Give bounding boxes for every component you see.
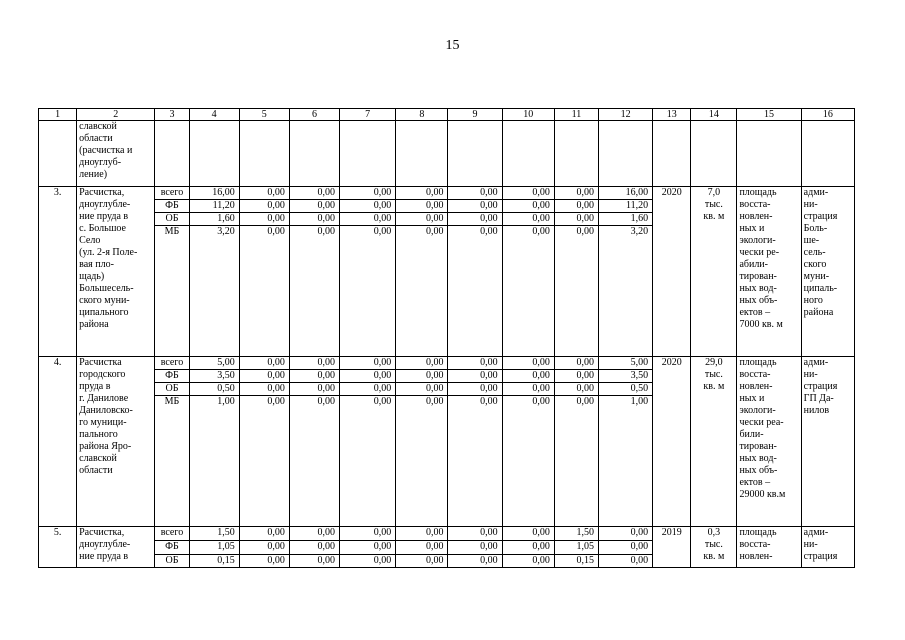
amount-cell: 0,00	[289, 200, 339, 213]
header-row	[39, 109, 855, 121]
amount-cell: 0,00	[289, 370, 339, 383]
funding-source-cell: ОБ	[155, 383, 189, 396]
amount-cell: 16,00	[598, 187, 652, 200]
empty-cell	[448, 121, 502, 187]
amount-cell: 0,00	[340, 213, 396, 226]
empty-cell	[289, 121, 339, 187]
amount-cell: 0,00	[502, 541, 554, 555]
amount-cell: 0,00	[448, 527, 502, 541]
amount-cell: 0,00	[502, 200, 554, 213]
amount-cell: 0,15	[554, 555, 598, 568]
amount-cell: 0,00	[340, 527, 396, 541]
amount-cell: 0,00	[502, 213, 554, 226]
amount-cell: 0,00	[502, 226, 554, 357]
amount-cell: 0,00	[289, 396, 339, 527]
amount-cell: 0,00	[340, 187, 396, 200]
amount-cell: 0,00	[340, 357, 396, 370]
empty-cell	[340, 121, 396, 187]
index-cell: 5.	[39, 527, 77, 568]
executor-cell: адми- ни- страция	[801, 527, 854, 568]
amount-cell: 3,20	[189, 226, 239, 357]
header-cell: 16	[801, 109, 854, 121]
amount-cell: 0,00	[502, 357, 554, 370]
amount-cell: 5,00	[598, 357, 652, 370]
amount-cell: 0,00	[289, 383, 339, 396]
empty-cell	[396, 121, 448, 187]
amount-cell: 0,00	[239, 213, 289, 226]
amount-cell: 1,00	[189, 396, 239, 527]
amount-cell: 0,00	[289, 541, 339, 555]
amount-cell: 3,50	[189, 370, 239, 383]
amount-cell: 0,00	[554, 213, 598, 226]
funding-source-cell: ФБ	[155, 370, 189, 383]
amount-cell: 0,00	[396, 541, 448, 555]
amount-cell: 0,00	[448, 226, 502, 357]
amount-cell: 0,00	[239, 357, 289, 370]
empty-cell	[239, 121, 289, 187]
result-cell: площадь восста- новлен-	[737, 527, 801, 568]
amount-cell: 0,00	[448, 213, 502, 226]
measure-name-cell: славской области (расчистка и дноуглуб- ление)	[77, 121, 155, 187]
amount-cell: 0,15	[189, 555, 239, 568]
amount-cell: 0,00	[289, 213, 339, 226]
amount-cell: 0,00	[239, 541, 289, 555]
executor-cell: адми- ни- страция ГП Да- нилов	[801, 357, 854, 527]
amount-cell: 0,00	[396, 370, 448, 383]
funding-source-cell: ОБ	[155, 213, 189, 226]
amount-cell: 0,00	[289, 527, 339, 541]
amount-cell: 1,00	[598, 396, 652, 527]
amount-cell: 1,05	[554, 541, 598, 555]
amount-cell: 0,00	[598, 555, 652, 568]
amount-cell: 0,00	[448, 541, 502, 555]
empty-cell	[691, 121, 737, 187]
amount-cell: 0,00	[502, 370, 554, 383]
amount-cell: 0,00	[554, 383, 598, 396]
amount-cell: 0,00	[340, 555, 396, 568]
measure-name-cell: Расчистка, дноуглубле- ние пруда в с. Большое Село (ул. 2-я Поле- вая пло- щадь) Большесель- ского муни- ципального района	[77, 187, 155, 357]
funding-source-cell: всего	[155, 357, 189, 370]
amount-cell: 5,00	[189, 357, 239, 370]
amount-cell: 0,00	[239, 383, 289, 396]
header-cell: 6	[289, 109, 339, 121]
header-cell: 2	[77, 109, 155, 121]
empty-cell	[801, 121, 854, 187]
amount-cell: 0,00	[448, 383, 502, 396]
funding-source-cell: всего	[155, 527, 189, 541]
amount-cell: 0,00	[554, 396, 598, 527]
capacity-cell: 29,0 тыс. кв. м	[691, 357, 737, 527]
program-table	[38, 108, 855, 568]
amount-cell: 0,00	[598, 541, 652, 555]
amount-cell: 0,00	[502, 383, 554, 396]
amount-cell: 1,50	[189, 527, 239, 541]
empty-cell	[737, 121, 801, 187]
amount-cell: 0,00	[502, 527, 554, 541]
amount-cell: 0,00	[340, 200, 396, 213]
amount-cell: 1,50	[554, 527, 598, 541]
amount-cell: 11,20	[189, 200, 239, 213]
amount-cell: 0,00	[289, 357, 339, 370]
header-cell: 8	[396, 109, 448, 121]
header-cell: 3	[155, 109, 189, 121]
amount-cell: 0,00	[448, 357, 502, 370]
empty-cell	[155, 121, 189, 187]
amount-cell: 1,60	[598, 213, 652, 226]
amount-cell: 0,00	[502, 555, 554, 568]
header-cell: 11	[554, 109, 598, 121]
year-cell: 2020	[653, 187, 691, 357]
header-cell: 12	[598, 109, 652, 121]
header-cell: 5	[239, 109, 289, 121]
executor-cell: адми- ни- страция Боль- ше- сель- ского муни- ципаль- ного района	[801, 187, 854, 357]
result-cell: площадь восста- новлен- ных и экологи- чески реа- били- тирован- ных вод- ных объ- ектов – 29000 кв.м	[737, 357, 801, 527]
amount-cell: 16,00	[189, 187, 239, 200]
funding-source-cell: МБ	[155, 396, 189, 527]
measure-row	[39, 187, 855, 200]
empty-cell	[598, 121, 652, 187]
amount-cell: 0,00	[289, 187, 339, 200]
amount-cell: 0,00	[289, 555, 339, 568]
amount-cell: 11,20	[598, 200, 652, 213]
empty-cell	[502, 121, 554, 187]
amount-cell: 0,00	[396, 226, 448, 357]
amount-cell: 0,00	[239, 187, 289, 200]
amount-cell: 0,00	[239, 527, 289, 541]
index-cell: 4.	[39, 357, 77, 527]
amount-cell: 0,00	[340, 541, 396, 555]
year-cell: 2019	[653, 527, 691, 568]
amount-cell: 0,00	[598, 527, 652, 541]
funding-source-cell: ОБ	[155, 555, 189, 568]
amount-cell: 0,00	[448, 370, 502, 383]
result-cell: площадь восста- новлен- ных и экологи- чески ре- абили- тирован- ных вод- ных объ- ектов – 7000 кв. м	[737, 187, 801, 357]
year-cell: 2020	[653, 357, 691, 527]
amount-cell: 0,00	[340, 396, 396, 527]
amount-cell: 0,00	[396, 200, 448, 213]
measure-row	[39, 527, 855, 541]
amount-cell: 0,00	[502, 187, 554, 200]
funding-source-cell: всего	[155, 187, 189, 200]
amount-cell: 0,00	[448, 555, 502, 568]
amount-cell: 0,00	[554, 200, 598, 213]
amount-cell: 0,00	[396, 187, 448, 200]
amount-cell: 0,50	[189, 383, 239, 396]
index-cell	[39, 121, 77, 187]
capacity-cell: 0,3 тыс. кв. м	[691, 527, 737, 568]
header-cell: 15	[737, 109, 801, 121]
empty-cell	[554, 121, 598, 187]
amount-cell: 3,50	[598, 370, 652, 383]
amount-cell: 0,00	[554, 357, 598, 370]
amount-cell: 1,60	[189, 213, 239, 226]
measure-name-cell: Расчистка, дноуглубле- ние пруда в	[77, 527, 155, 568]
amount-cell: 0,00	[289, 226, 339, 357]
capacity-cell: 7,0 тыс. кв. м	[691, 187, 737, 357]
amount-cell: 0,00	[396, 527, 448, 541]
amount-cell: 0,00	[396, 357, 448, 370]
amount-cell: 0,00	[396, 383, 448, 396]
amount-cell: 0,00	[502, 396, 554, 527]
amount-cell: 0,00	[554, 370, 598, 383]
funding-source-cell: МБ	[155, 226, 189, 357]
header-cell: 13	[653, 109, 691, 121]
header-cell: 9	[448, 109, 502, 121]
index-cell: 3.	[39, 187, 77, 357]
amount-cell: 0,00	[239, 396, 289, 527]
amount-cell: 0,00	[396, 396, 448, 527]
amount-cell: 0,00	[448, 187, 502, 200]
amount-cell: 0,00	[448, 200, 502, 213]
header-cell: 7	[340, 109, 396, 121]
amount-cell: 0,00	[340, 383, 396, 396]
funding-source-cell: ФБ	[155, 541, 189, 555]
amount-cell: 0,00	[396, 213, 448, 226]
measure-row	[39, 357, 855, 370]
amount-cell: 0,00	[239, 370, 289, 383]
funding-source-cell: ФБ	[155, 200, 189, 213]
amount-cell: 1,05	[189, 541, 239, 555]
measure-name-cell: Расчистка городского пруда в г. Данилове Даниловско- го муници- пального района Яро- славской области	[77, 357, 155, 527]
amount-cell: 0,00	[554, 226, 598, 357]
amount-cell: 0,00	[239, 555, 289, 568]
header-cell: 4	[189, 109, 239, 121]
amount-cell: 0,00	[340, 226, 396, 357]
amount-cell: 0,00	[340, 370, 396, 383]
empty-cell	[189, 121, 239, 187]
header-cell: 1	[39, 109, 77, 121]
amount-cell: 0,00	[239, 200, 289, 213]
empty-cell	[653, 121, 691, 187]
amount-cell: 0,00	[554, 187, 598, 200]
amount-cell: 0,00	[239, 226, 289, 357]
header-cell: 10	[502, 109, 554, 121]
amount-cell: 0,00	[396, 555, 448, 568]
header-cell: 14	[691, 109, 737, 121]
page-number: 15	[445, 38, 460, 53]
amount-cell: 0,00	[448, 396, 502, 527]
amount-cell: 3,20	[598, 226, 652, 357]
continuation-row	[39, 121, 855, 187]
amount-cell: 0,50	[598, 383, 652, 396]
